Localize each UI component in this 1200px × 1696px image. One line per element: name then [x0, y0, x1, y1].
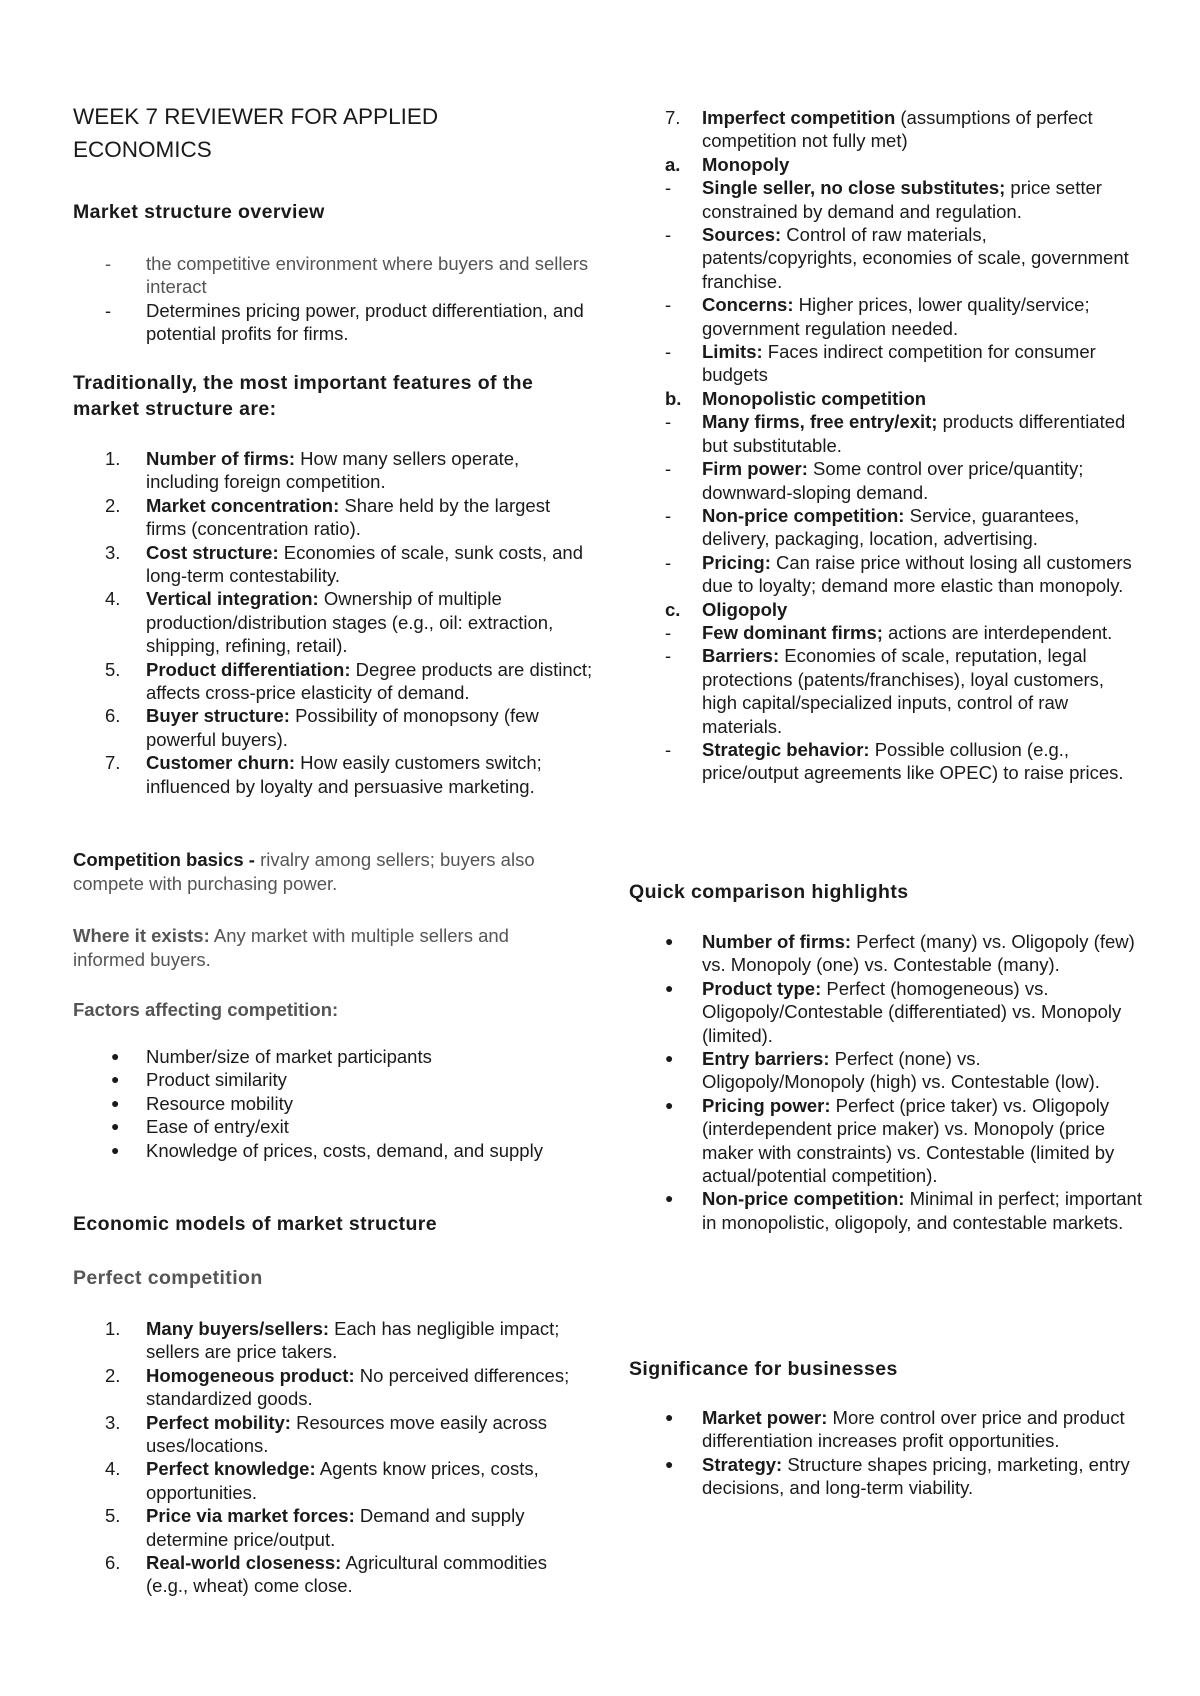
list-item: ● Knowledge of prices, costs, demand, and supply	[111, 1139, 543, 1161]
list-marker: 5.	[105, 1505, 121, 1527]
list-item: ● Market power: More control over price and product differentiation increases profit opportunities.	[665, 1407, 1125, 1452]
list-item: 5. Price via market forces: Demand and supply determine price/output.	[105, 1505, 525, 1550]
factors-list	[73, 1045, 593, 1162]
list-marker: ●	[665, 1096, 674, 1113]
list-item: 4. Vertical integration: Ownership of multiple production/distribution stages (e.g., oil: extraction, shipping, refining, retail).	[105, 588, 554, 657]
list-marker: ●	[111, 1118, 120, 1135]
list-marker: ●	[665, 1050, 674, 1067]
list-marker: 1.	[105, 1318, 121, 1339]
features-list	[73, 447, 593, 798]
list-marker: ●	[111, 1048, 120, 1064]
list-marker: 4.	[105, 1458, 121, 1480]
list-marker: ●	[111, 1094, 120, 1111]
list-marker: 6.	[105, 705, 121, 727]
list-item: - Many firms, free entry/exit; products differentiated but substitutable.	[665, 411, 1126, 456]
list-marker: b.	[665, 387, 682, 409]
factors-heading: Factors affecting competition:	[73, 999, 339, 1020]
list-item: c. Oligopoly	[665, 598, 788, 620]
perfect-competition-heading: Perfect competition	[73, 1267, 263, 1289]
list-marker: 3.	[105, 541, 121, 563]
list-item: 1. Number of firms: How many sellers operate, including foreign competition.	[105, 448, 520, 493]
list-item: ● Pricing power: Perfect (price taker) vs. Oligopoly (interdependent price maker) vs. Monopoly (price maker with constraints) vs. Contestable (limited by actual/potential competition).	[665, 1094, 1115, 1187]
list-marker: 2.	[105, 494, 121, 516]
significance-heading: Significance for businesses	[629, 1358, 898, 1380]
list-item: - Pricing: Can raise price without losing all customers due to loyalty; demand more elastic than monopoly.	[665, 551, 1132, 597]
list-item: 2. Market concentration: Share held by the largest firms (concentration ratio).	[105, 494, 551, 540]
list-marker: ●	[665, 979, 674, 996]
list-item: 5. Product differentiation: Degree products are distinct; affects cross-price elasticity of demand.	[105, 658, 593, 704]
list-item: ● Number/size of market participants	[111, 1046, 432, 1067]
list-item: - Non-price competition: Service, guarantees, delivery, packaging, location, advertising.	[665, 504, 1080, 550]
list-item: - Barriers: Economies of scale, reputation, legal protections (patents/franchises), loyal customers, high capital/specialized inputs, control of raw materials.	[665, 645, 1105, 737]
list-marker: -	[665, 411, 672, 433]
list-marker: -	[665, 177, 672, 199]
list-marker: 2.	[105, 1364, 121, 1386]
market-overview-heading: Market structure overview	[73, 201, 325, 223]
list-item: ● Product similarity	[111, 1069, 287, 1091]
list-marker: ●	[665, 1190, 674, 1207]
list-item: - Concerns: Higher prices, lower quality/service; government regulation needed.	[665, 294, 1090, 339]
list-marker: ●	[665, 933, 674, 949]
list-marker: 4.	[105, 588, 121, 610]
list-marker: -	[665, 224, 672, 246]
list-item: - Few dominant firms; actions are interdependent.	[665, 621, 1113, 643]
list-marker: -	[665, 294, 672, 316]
list-item: a. Monopoly	[665, 153, 790, 175]
list-item: 6. Real-world closeness: Agricultural commodities (e.g., wheat) come close.	[105, 1552, 547, 1597]
list-marker: 6.	[105, 1552, 121, 1574]
features-heading: Traditionally, the most important features of the market structure are:	[73, 372, 534, 420]
list-marker: 3.	[105, 1411, 121, 1433]
list-item: - Firm power: Some control over price/quantity; downward-sloping demand.	[665, 458, 1084, 503]
comparison-heading: Quick comparison highlights	[629, 881, 909, 903]
list-item: 3. Perfect mobility: Resources move easily across uses/locations.	[105, 1411, 547, 1457]
list-item: ● Product type: Perfect (homogeneous) vs. Oligopoly/Contestable (differentiated) vs. Monopoly (limited).	[665, 977, 1122, 1046]
list-marker: ●	[665, 1409, 674, 1425]
list-marker: 5.	[105, 658, 121, 680]
market-overview-list	[73, 252, 593, 346]
perfect-competition-list	[73, 1317, 593, 1598]
list-item: b. Monopolistic competition	[665, 387, 927, 409]
list-item: 3. Cost structure: Economies of scale, sunk costs, and long-term contestability.	[105, 541, 583, 587]
list-marker: ●	[111, 1071, 120, 1088]
list-marker: -	[665, 738, 672, 760]
list-marker: 7.	[665, 107, 681, 128]
list-marker: c.	[665, 598, 681, 620]
list-marker: -	[665, 341, 672, 363]
list-marker: -	[665, 645, 672, 667]
list-marker: ●	[111, 1141, 120, 1158]
list-marker: -	[665, 621, 672, 643]
list-item: - Strategic behavior: Possible collusion (e.g., price/output agreements like OPEC) to raise prices.	[665, 738, 1124, 784]
competition-basics: Competition basics - rivalry among sellers; buyers also compete with purchasing power.	[73, 849, 535, 894]
list-item: 2. Homogeneous product: No perceived differences; standardized goods.	[105, 1364, 570, 1410]
list-item: - the competitive environment where buyers and sellers interact	[105, 253, 589, 298]
list-item: ● Number of firms: Perfect (many) vs. Oligopoly (few) vs. Monopoly (one) vs. Contestable (many).	[665, 931, 1135, 976]
imperfect-competition-list	[629, 106, 1144, 785]
list-marker: 1.	[105, 448, 121, 469]
list-item: ● Strategy: Structure shapes pricing, marketing, entry decisions, and long-term viability.	[665, 1453, 1130, 1499]
list-item: - Limits: Faces indirect competition for consumer budgets	[665, 341, 1096, 386]
list-item: - Sources: Control of raw materials, patents/copyrights, economies of scale, government franchise.	[665, 224, 1129, 292]
list-marker: 7.	[105, 752, 121, 774]
document-title: WEEK 7 REVIEWER FOR APPLIED ECONOMICS	[73, 104, 439, 162]
where-it-exists: Where it exists: Any market with multiple sellers and informed buyers.	[73, 925, 509, 970]
list-item: 6. Buyer structure: Possibility of monopsony (few powerful buyers).	[105, 705, 539, 750]
significance-list	[629, 1406, 1144, 1500]
list-item: 1. Many buyers/sellers: Each has negligible impact; sellers are price takers.	[105, 1318, 560, 1363]
list-marker: ●	[665, 1455, 674, 1472]
list-marker: -	[665, 458, 672, 480]
models-heading: Economic models of market structure	[73, 1213, 438, 1235]
list-item: 7. Imperfect competition (assumptions of perfect competition not fully met)	[665, 107, 1093, 152]
list-marker: a.	[665, 153, 681, 175]
list-item: ● Entry barriers: Perfect (none) vs. Oligopoly/Monopoly (high) vs. Contestable (low).	[665, 1048, 1100, 1093]
comparison-list	[629, 930, 1144, 1234]
list-marker: -	[665, 504, 672, 526]
list-item: ● Non-price competition: Minimal in perfect; important in monopolistic, oligopoly, and contestable markets.	[665, 1188, 1142, 1233]
list-marker: -	[665, 551, 672, 573]
list-item: - Determines pricing power, product differentiation, and potential profits for firms.	[105, 299, 584, 345]
list-item: ● Resource mobility	[111, 1092, 294, 1114]
list-item: 4. Perfect knowledge: Agents know prices, costs, opportunities.	[105, 1458, 539, 1503]
list-item: 7. Customer churn: How easily customers switch; influenced by loyalty and persuasive marketing.	[105, 752, 542, 797]
list-item: - Single seller, no close substitutes; price setter constrained by demand and regulation.	[665, 177, 1102, 222]
list-item: ● Ease of entry/exit	[111, 1116, 289, 1138]
